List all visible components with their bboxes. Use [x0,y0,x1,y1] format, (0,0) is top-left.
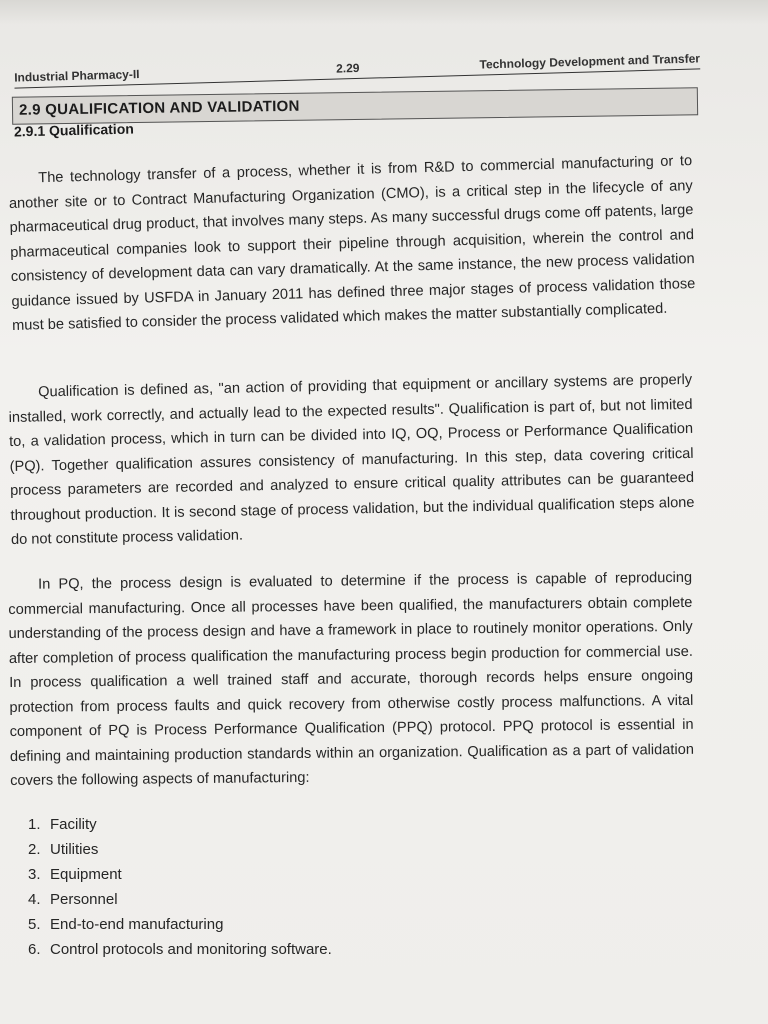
body-paragraph: The technology transfer of a process, whether it is from R&D to commercial manufacturing or to another site or to Contract Manufacturing Organization (CMO), is a critical step in the lifecycle of any pharmaceutical drug product, that involves many steps. As many successful drugs come off patents, large pharmaceutical companies look to support their pipeline through acquisition, wherein the control and consistency of development data can vary dramatically. At the same instance, the new process validation guidance issued by USFDA in January 2011 has defined three major stages of process validation those must be satisfied to consider the process validated which makes the matter substantially complicated. [8,152,696,334]
list-item-text: End-to-end manufacturing [50,916,224,933]
section-heading: 2.9 QUALIFICATION AND VALIDATION [12,87,698,125]
list-item-text: Control protocols and monitoring software. [50,941,332,958]
list-item-text: Equipment [50,866,122,883]
list-number: 4. [28,891,41,908]
list-item [28,887,332,912]
body-paragraph: Qualification is defined as, "an action of providing that equipment or ancillary systems are properly installed, work correctly, and actually lead to the expected results". Qualification is part of, but not limited to, a validation process, which in turn can be divided into IQ, OQ, Process or Performance Qualification (PQ). Together qualification assures consistency of manufacturing. In this step, data covering critical process parameters are recorded and analyzed to ensure critical quality attributes can be guaranteed throughout production. It is second stage of process validation, but the individual qualification steps alone do not constitute process validation. [8,371,695,548]
list-item [28,812,332,837]
list-item-text: Utilities [50,841,99,858]
list-number: 1. [28,816,41,833]
header-book-title: Industrial Pharmacy-II [14,67,140,85]
page-top-shadow [0,0,768,24]
running-header [14,42,700,88]
subsection-heading: 2.9.1 Qualification [13,120,135,140]
list-number: 5. [28,916,41,933]
list-item [28,862,332,887]
list-item-text: Facility [50,816,97,833]
list-number: 3. [28,866,41,883]
list-number: 2. [28,841,41,858]
list-item [28,937,332,962]
header-chapter-title: Technology Development and Transfer [479,51,701,72]
body-paragraph: In PQ, the process design is evaluated to determine if the process is capable of reproducing commercial manufacturing. Once all processes have been qualified, the manufacturers obtain complete understanding of the process design and have a framework in place to routinely monitor operations. Only after completion of process qualification the manufacturing process begin production for commercial use. In process qualification a well trained staff and accurate, thorough records helps ensure ongoing protection from process faults and quick recovery from otherwise costly process malfunctions. A vital component of PQ is Process Performance Qualification (PPQ) protocol. PPQ protocol is essential in defining and maintaining production standards within an organization. Qualification as a part of validation covers the following aspects of manufacturing: [8,569,694,789]
manufacturing-aspects-list [28,812,332,962]
header-page-number: 2.29 [335,60,360,76]
list-item [28,912,332,937]
list-number: 6. [28,941,41,958]
list-item [28,837,332,862]
list-item-text: Personnel [50,891,118,908]
